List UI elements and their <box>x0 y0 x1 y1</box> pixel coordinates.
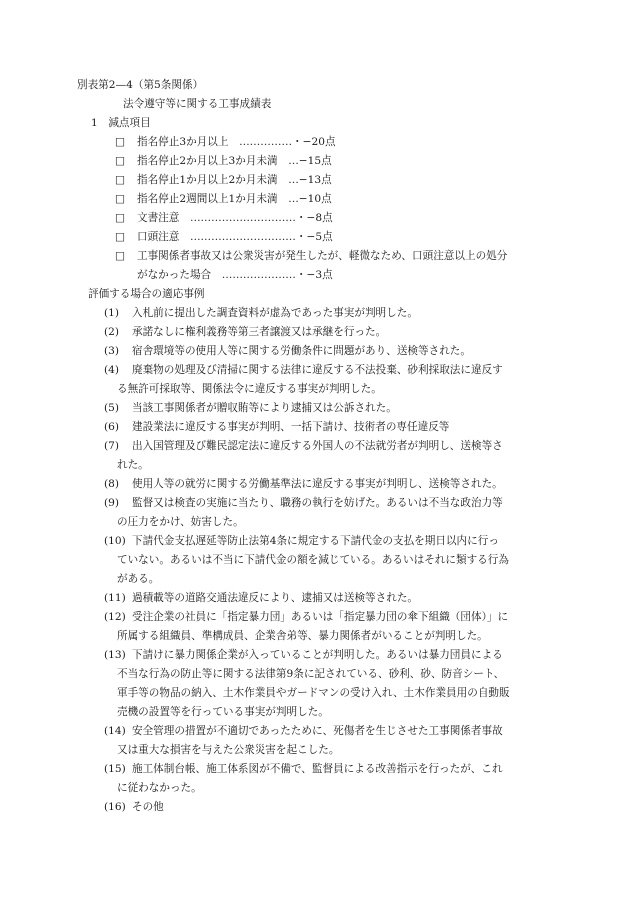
case-item: (11) 過積載等の道路交通法違反により、逮捕又は送検等された。 <box>104 589 418 607</box>
case-item: (15) 施工体制台帳、施工体系図が不備で、監督員による改善指示を行ったが、これ <box>104 760 503 778</box>
deduction-item: □ 工事関係者事故又は公衆災害が発生したが、軽微なため、口頭注意以上の処分 <box>115 247 507 265</box>
case-number: (15) <box>104 763 126 775</box>
section-heading-cases: 評価する場合の適応事例 <box>88 288 205 300</box>
section-heading-deductions: 1 減点項目 <box>91 117 151 129</box>
case-item: (3) 宿舎環境等の使用人等に関する労働条件に問題があり、送検等された。 <box>104 342 471 360</box>
checkbox-icon: □ <box>115 212 126 224</box>
case-number: (3) <box>104 345 120 357</box>
case-item-continuation: 又は重大な損害を与えた公衆災害を起こした。 <box>117 744 340 756</box>
case-item: (14) 安全管理の措置が不適切であったために、死傷者を生じさせた工事関係者事故 <box>104 722 503 740</box>
deduction-item: □ 指名停止1か月以上2か月未満 …−13点 <box>115 171 332 189</box>
case-number: (6) <box>104 421 120 433</box>
checkbox-icon: □ <box>115 231 126 243</box>
checkbox-icon: □ <box>115 155 126 167</box>
case-item: (7) 出入国管理及び難民認定法に違反する外国人の不法就労者が判明し、送検等さ <box>104 437 503 455</box>
case-item-continuation: 所属する組織員、準構成員、企業舎弟等、暴力関係者がいることが判明した。 <box>117 630 488 642</box>
appendix-reference: 別表第2—4（第5条関係） <box>77 79 204 91</box>
case-item-continuation: の圧力をかけ、妨害した。 <box>117 516 244 528</box>
checkbox-icon: □ <box>115 193 126 205</box>
document-title: 法令遵守等に関する工事成績表 <box>123 98 272 110</box>
case-item-continuation: ていない。あるいは不当に下請代金の額を減じている。あるいはそれに類する行為 <box>117 554 509 566</box>
case-item: (16) その他 <box>104 798 164 816</box>
case-item: (5) 当該工事関係者が贈収賄等により逮捕又は公訴された。 <box>104 399 397 417</box>
case-number: (5) <box>104 402 120 414</box>
case-item: (9) 監督又は検査の実施に当たり、職務の執行を妨げた。あるいは不当な政治力等 <box>104 494 503 512</box>
deduction-item-continuation: がなかった場合 …………………・−3点 <box>137 269 333 281</box>
deduction-item: □ 指名停止3か月以上 ……………・−20点 <box>115 133 336 151</box>
case-number: (4) <box>104 364 120 376</box>
checkbox-icon: □ <box>115 250 126 262</box>
case-number: (14) <box>104 725 126 737</box>
case-item-continuation: に従わなかった。 <box>117 782 202 794</box>
case-item-continuation: 不当な行為の防止等に関する法律第9条に記されている、砂利、砂、防音シート、 <box>117 668 505 680</box>
checkbox-icon: □ <box>115 174 126 186</box>
case-number: (8) <box>104 478 120 490</box>
case-item-continuation: れた。 <box>117 459 149 471</box>
case-number: (13) <box>104 649 126 661</box>
case-item: (10) 下請代金支払遅延等防止法第4条に規定する下請代金の支払を期日以内に行っ <box>104 532 499 550</box>
checkbox-icon: □ <box>115 136 126 148</box>
case-number: (1) <box>104 307 120 319</box>
case-item-continuation: がある。 <box>117 573 160 585</box>
deduction-item: □ 指名停止2週間以上1か月未満 …−10点 <box>115 190 332 208</box>
case-item: (12) 受注企業の社員に「指定暴力団」あるいは「指定暴力団の傘下組織（団体）」に <box>104 608 508 626</box>
case-item: (2) 承諾なしに権利義務等第三者譲渡又は承継を行った。 <box>104 323 386 341</box>
case-number: (11) <box>104 592 126 604</box>
case-item: (13) 下請けに暴力関係企業が入っていることが判明した。あるいは暴力団員による <box>104 646 503 664</box>
deduction-item: □ 文書注意 …………………………・−8点 <box>115 209 333 227</box>
case-number: (9) <box>104 497 120 509</box>
case-item: (4) 廃棄物の処理及び清掃に関する法律に違反する不法投棄、砂利採取法に違反す <box>104 361 503 379</box>
case-number: (10) <box>104 535 126 547</box>
case-item: (1) 入札前に提出した調査資料が虚為であった事実が判明した。 <box>104 304 418 322</box>
case-item-continuation: 売機の設置等を行っている事実が判明した。 <box>117 706 329 718</box>
case-number: (7) <box>104 440 120 452</box>
case-item-continuation: 軍手等の物品の納入、土木作業員やガードマンの受け入れ、土木作業員用の自動販 <box>117 687 510 699</box>
case-number: (16) <box>104 801 126 813</box>
deduction-item: □ 口頭注意 …………………………・−5点 <box>115 228 333 246</box>
case-number: (2) <box>104 326 120 338</box>
deduction-item: □ 指名停止2か月以上3か月未満 …−15点 <box>115 152 332 170</box>
case-item: (6) 建設業法に違反する事実が判明、一括下請け、技術者の専任違反等 <box>104 418 449 436</box>
case-item: (8) 使用人等の就労に関する労働基準法に違反する事実が判明し、送検等された。 <box>104 475 503 493</box>
case-number: (12) <box>104 611 126 623</box>
case-item-continuation: る無許可採取等、関係法令に違反する事実が判明した。 <box>117 383 382 395</box>
